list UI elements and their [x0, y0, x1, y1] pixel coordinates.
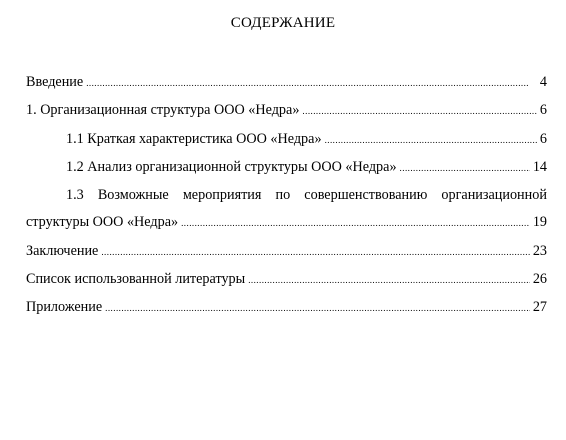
toc-entry-page: 27	[532, 299, 547, 316]
toc-entry-page: 26	[532, 271, 547, 288]
toc-title: СОДЕРЖАНИЕ	[230, 15, 336, 31]
toc-entry-page: 6	[539, 102, 547, 119]
toc-entry-section-1-1[interactable]	[26, 126, 547, 154]
toc-entry-section-1-3[interactable]	[26, 182, 547, 238]
dot-leader	[86, 69, 537, 97]
dot-leader	[105, 294, 530, 322]
dot-leader	[248, 266, 530, 294]
toc-entry-introduction[interactable]	[26, 69, 547, 97]
dot-leader	[325, 126, 537, 154]
toc-entry-label: 1.2 Анализ организационной структуры ООО «Недра»	[66, 158, 397, 175]
dot-leader	[181, 209, 530, 237]
toc-entry-label: Заключение	[26, 242, 99, 259]
toc-entry-chapter-1[interactable]	[26, 97, 547, 125]
toc-entry-page: 6	[539, 130, 547, 147]
dot-leader	[101, 238, 529, 266]
toc-entry-page: 19	[532, 214, 547, 231]
toc-word: 1.3	[66, 187, 84, 204]
toc-entry-page: 4	[539, 74, 547, 90]
toc-entry-label: 1. Организационная структура ООО «Недра»	[26, 102, 300, 119]
dot-leader	[400, 154, 530, 182]
toc-word: мероприятия	[182, 187, 262, 204]
toc-entry-conclusion[interactable]	[26, 238, 547, 266]
toc-entry-section-1-2[interactable]	[26, 154, 547, 182]
table-of-contents	[26, 69, 547, 323]
toc-word: организационной	[441, 187, 547, 204]
toc-word: Возможные	[97, 187, 169, 204]
toc-entry-label: Введение	[26, 74, 84, 90]
toc-word: совершенствованию	[304, 187, 428, 204]
dot-leader	[302, 97, 536, 125]
toc-entry-label: Приложение	[26, 299, 103, 316]
toc-entry-label: структуры ООО «Недра»	[26, 214, 179, 231]
toc-entry-label: 1.1 Краткая характеристика ООО «Недра»	[66, 130, 322, 147]
toc-entry-label-line-1	[26, 182, 547, 209]
toc-word: по	[275, 187, 291, 204]
toc-entry-label: Список использованной литературы	[26, 271, 246, 288]
toc-entry-label-line-2	[26, 209, 547, 237]
toc-entry-page: 23	[532, 242, 547, 259]
toc-entry-page: 14	[532, 158, 547, 175]
toc-entry-appendix[interactable]	[26, 294, 547, 322]
toc-entry-references[interactable]	[26, 266, 547, 294]
